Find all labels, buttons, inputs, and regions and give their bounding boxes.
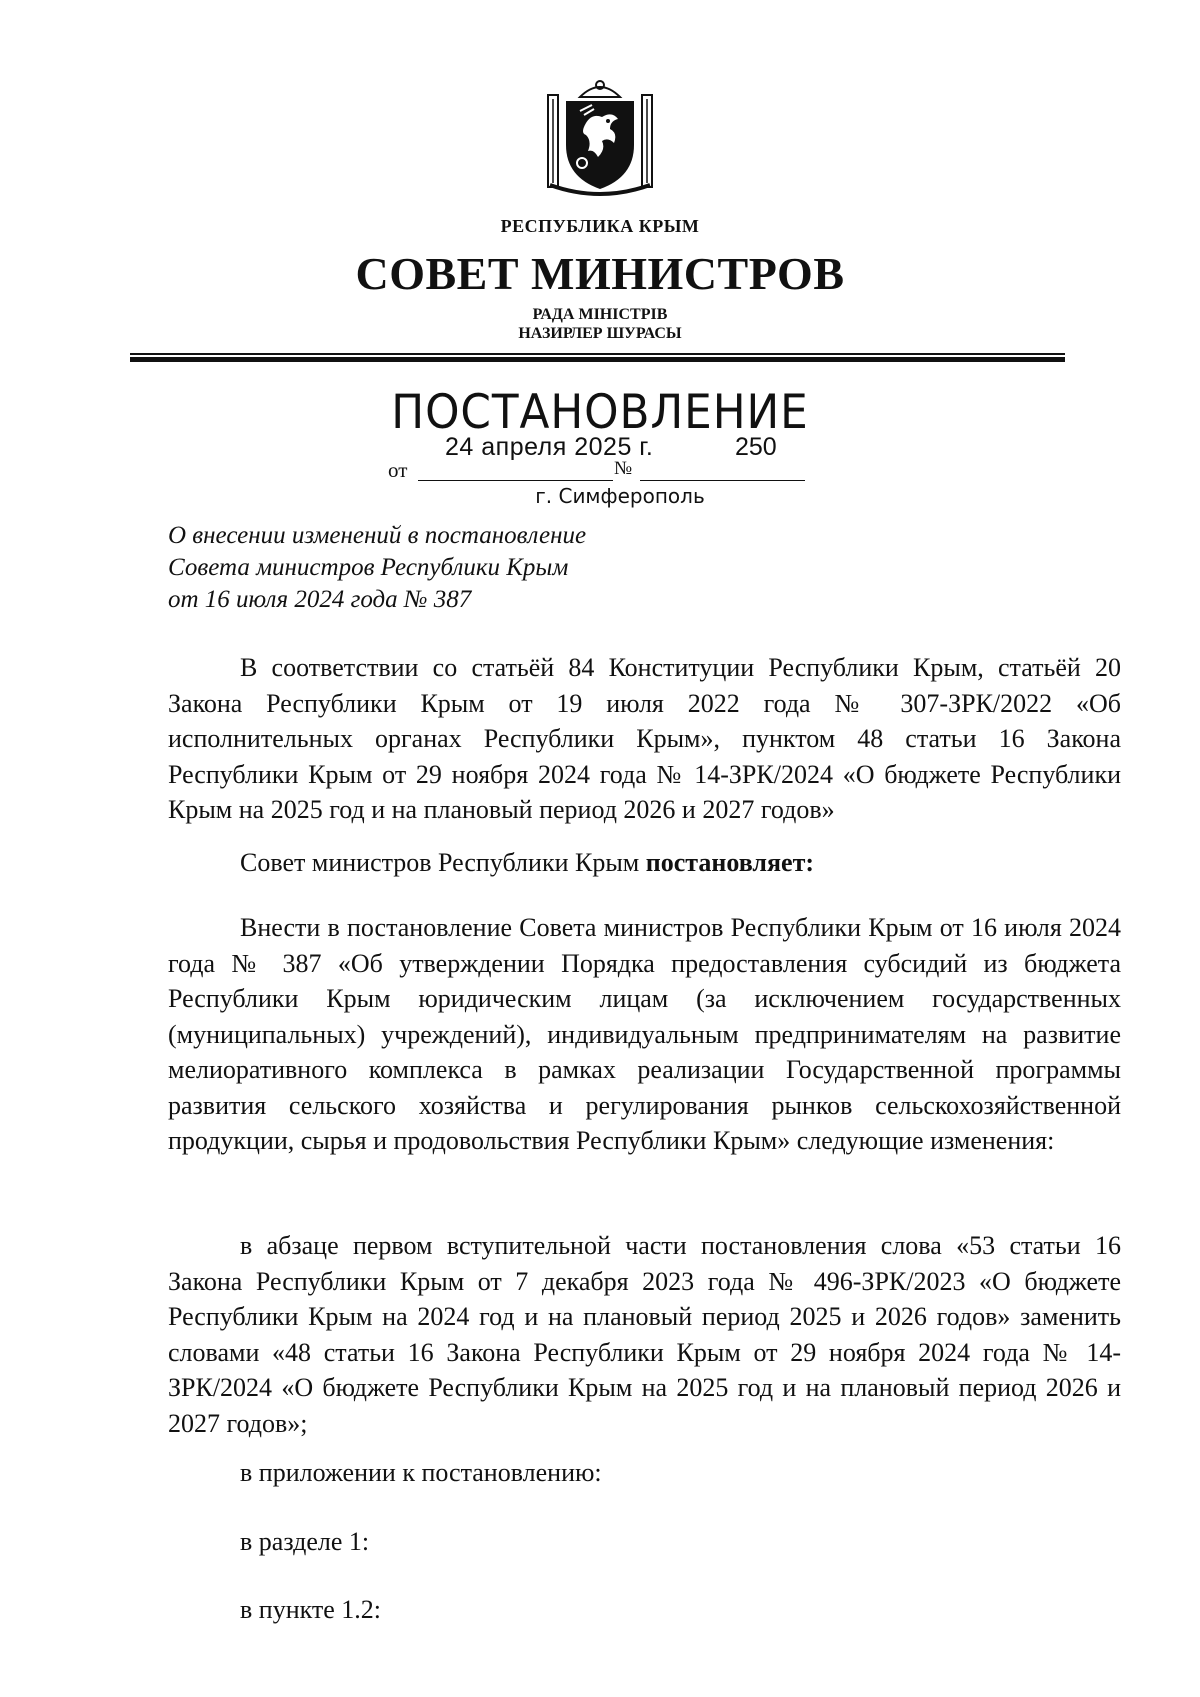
clause-paragraph: в пункте 1.2: xyxy=(240,1595,382,1624)
resolves-paragraph xyxy=(168,845,1121,881)
republic-name: РЕСПУБЛИКА КРЫМ xyxy=(500,216,700,236)
subject-line: от 16 июля 2024 года № 387 xyxy=(168,586,472,613)
header-divider-thin xyxy=(130,353,1065,355)
document-subject xyxy=(168,520,586,616)
council-title-ukrainian: РАДА МІНІСТРІВ xyxy=(532,306,668,323)
amendment-paragraph: Внести в постановление Совета министров Республики Крым от 16 июля 2024 года № 387 «Об утверждении Порядка предоставления субсидий из бюджета Республики Крым юридическим лицам (за исключением государственных (муниципальных) учреждений), индивидуальным предпринимателям на развитие мелиоративного комплекса в рамках реализации Государственной программы развития сельского хозяйства и регулирования рынков сельскохозяйственной продукции, сырья и продовольствия Республики Крым» следующие изменения: xyxy=(168,913,1121,1155)
amendment-detail-paragraph: в абзаце первом вступительной части постановления слова «53 статьи 16 Закона Республики Крым от 7 декабря 2023 года № 496-ЗРК/2023 «О бюджете Республики Крым на 2024 год и на плановый период 2025 и 2026 годов» заменить словами «48 статьи 16 Закона Республики Крым от 29 ноября 2024 года № 14-ЗРК/2024 «О бюджете Республики Крым на 2025 год и на плановый период 2026 и 2027 годов»; xyxy=(168,1231,1121,1438)
date-label: от xyxy=(388,458,408,482)
crimea-coat-of-arms-icon xyxy=(540,75,660,205)
document-number: 250 xyxy=(735,433,777,461)
preamble-paragraph: В соответствии со статьёй 84 Конституции Республики Крым, статьёй 20 Закона Республики Крым от 19 июля 2022 года № 307-ЗРК/2022 «Об исполнительных органах Республики Крым», пунктом 48 статьи 16 Закона Республики Крым от 29 ноября 2024 года № 14-ЗРК/2024 «О бюджете Республики Крым на 2025 год и на плановый период 2026 и 2027 годов» xyxy=(168,653,1121,824)
document-city: г. Симферополь xyxy=(535,484,705,508)
subject-line: Совета министров Республики Крым xyxy=(168,554,569,581)
section-paragraph: в разделе 1: xyxy=(240,1527,370,1556)
subject-line: О внесении изменений в постановление xyxy=(168,522,587,549)
council-title-crimean-tatar: НАЗИРЛЕР ШУРАСЫ xyxy=(518,325,682,342)
resolves-keyword: постановляет: xyxy=(645,848,815,877)
header-divider-thick xyxy=(130,357,1065,362)
number-underline xyxy=(640,480,805,481)
document-type: ПОСТАНОВЛЕНИЕ xyxy=(391,385,809,440)
appendix-paragraph: в приложении к постановлению: xyxy=(240,1458,602,1487)
document-date: 24 апреля 2025 г. xyxy=(445,433,654,461)
resolves-text: Совет министров Республики Крым xyxy=(240,848,646,877)
council-title: СОВЕТ МИНИСТРОВ xyxy=(355,248,845,299)
number-label: № xyxy=(614,458,633,479)
date-underline xyxy=(418,480,613,481)
